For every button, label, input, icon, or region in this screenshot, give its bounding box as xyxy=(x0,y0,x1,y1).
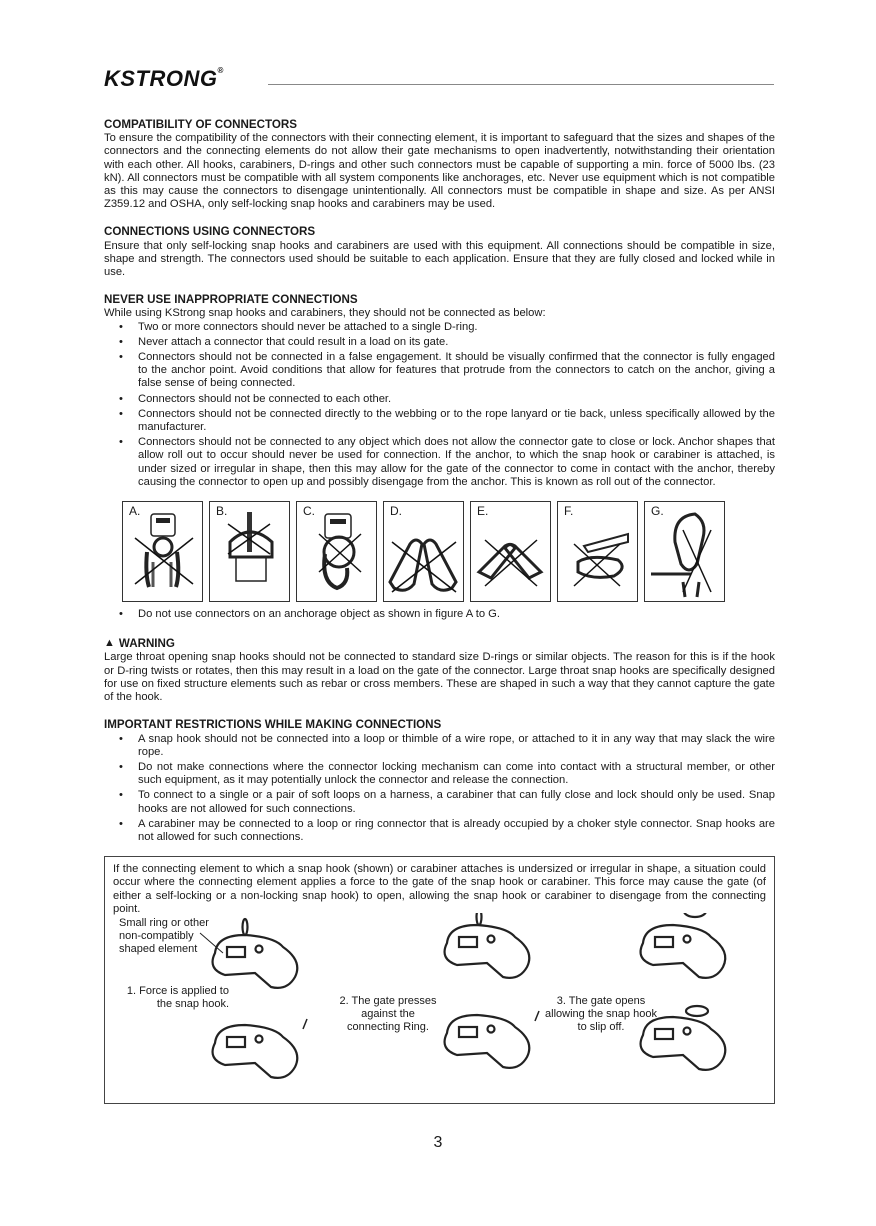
list-item: • Connectors should not be connected in a false engagement. It should be visually confirmed that the connector is fully engaged to the anchor point. Avoid conditions that allow for features that protrude from the connectors to catch on the anchor, giving a false sense of being connected. xyxy=(104,351,775,391)
list-item: • Connectors should not be connected directly to the webbing or to the rope lanyard or tie back, unless specifically allowed by the manufacturer. xyxy=(104,408,775,434)
figure-f: F. xyxy=(557,501,638,602)
figure-c-drawing xyxy=(297,502,376,601)
warning-label: WARNING xyxy=(118,637,175,651)
list-item: • Do not make connections where the connector locking mechanism can come into contact with a structural member, or other such equipment, as it may potentially unlock the connector and release the connection. xyxy=(104,761,775,787)
figure-b-drawing xyxy=(210,502,289,601)
figure-a-drawing xyxy=(123,502,202,601)
figure-note-list xyxy=(104,608,775,621)
warning-body: Large throat opening snap hooks should not be connected to standard size D-rings or similar objects. The reason for this is if the hook or D-ring twists or rotates, then this may result in a load on the gate of the connector. Large throat snap hooks are specifically designed for use on fixed structure elements such as rebar or cross members. These are shaped in such a way that they cannot capture the gate of the hook. xyxy=(104,651,775,704)
list-item: • To connect to a single or a pair of soft loops on a harness, a carabiner that can fully close and lock should only be used. Snap hooks are not allowed for such connections. xyxy=(104,789,775,815)
list-item: • Two or more connectors should never be attached to a single D-ring. xyxy=(104,321,775,334)
restrictions-title: IMPORTANT RESTRICTIONS WHILE MAKING CONNECTIONS xyxy=(104,718,442,732)
figure-g: G. xyxy=(644,501,725,602)
rollout-body: If the connecting element to which a snap hook (shown) or carabiner attaches is undersized or irregular in shape, a situation could occur where the connecting element applies a force to the gate of the snap hook or carabiner. This force may cause the gate (of either a self-locking or a non-locking snap hook) to open, allowing the snap hook or carabiner to disengage from the connecting point. xyxy=(113,863,766,915)
never-list xyxy=(104,321,775,489)
figure-e: E. xyxy=(470,501,551,602)
figure-g-drawing xyxy=(645,502,724,601)
figure-row xyxy=(122,501,775,602)
figure-f-drawing xyxy=(558,502,637,601)
using-body: Ensure that only self-locking snap hooks and carabiners are used with this equipment. All connections should be compatible in size, shape and strength. The connectors used should be suitable to each application. Ensure that they are fully closed and locked while in use. xyxy=(104,239,775,279)
caption-step-2: 2. The gate presses against the connecting Ring. xyxy=(339,995,437,1034)
restrictions-list xyxy=(104,733,775,845)
list-item: • A snap hook should not be connected into a loop or thimble of a wire rope, or attached to it in any way that may slack the wire rope. xyxy=(104,733,775,759)
figure-note: • Do not use connectors on an anchorage object as shown in figure A to G. xyxy=(104,608,775,621)
hook-3a xyxy=(641,913,726,978)
figure-c: C. xyxy=(296,501,377,602)
rollout-illustration xyxy=(105,913,774,1093)
page-number: 3 xyxy=(433,1134,443,1151)
page-content xyxy=(104,118,775,1104)
hook-2a xyxy=(445,913,530,978)
compat-body: To ensure the compatibility of the connectors with their connecting element, it is important to safeguard that the sizes and shapes of the connectors and the connecting elements do not allow their gate mechanisms to open inadvertently, notwithstanding their orientation with each other. All hooks, carabiners, D-rings and other such connectors must be capable of supporting a min. force of 5000 lbs. (23 kN). All connectors must be compatible with all system components like anchorages, etc. Never use equipment which is not compatible as this may cause the connectors to disengage unintentionally. All connectors must be compatible in shape and size. As per ANSI Z359.12 and OSHA, only self-locking snap hooks and carabiners may be used. xyxy=(104,132,775,211)
caption-step-1: 1. Force is applied to the snap hook. xyxy=(126,985,229,1011)
hook-2b xyxy=(445,1011,539,1068)
using-title: CONNECTIONS USING CONNECTORS xyxy=(104,225,316,239)
figure-d: D. xyxy=(383,501,464,602)
list-item: • A carabiner may be connected to a loop or ring connector that is already occupied by a choker style connector. Snap hooks are not allowed for such connections. xyxy=(104,818,775,844)
brand-logo: KSTRONG® xyxy=(104,66,224,91)
figure-a: A. xyxy=(122,501,203,602)
figure-d-drawing xyxy=(384,502,463,601)
never-intro: While using KStrong snap hooks and carabiners, they should not be connected as below: xyxy=(104,307,546,320)
figure-e-drawing xyxy=(471,502,550,601)
header-rule xyxy=(268,84,774,85)
never-title: NEVER USE INAPPROPRIATE CONNECTIONS xyxy=(104,293,358,307)
list-item: • Connectors should not be connected to any object which does not allow the connector gate to close or lock. Anchor shapes that allow roll out to occur should never be used for connection. If the anchor, to which the snap hook or carabiner is attached, is under sized or irregular in shape, then this may allow for the gate of the connector to come in contact with the anchor, thereby causing the connector to open up and possibly disengage from the anchor. This is known as roll out of the connector. xyxy=(104,436,775,489)
list-item: • Connectors should not be connected to each other. xyxy=(104,393,775,406)
warning-title xyxy=(104,637,775,650)
caption-step-3: 3. The gate opens allowing the snap hook to slip off. xyxy=(545,995,657,1034)
list-item: • Never attach a connector that could result in a load on its gate. xyxy=(104,336,775,349)
rollout-box xyxy=(104,856,775,1104)
compat-title: COMPATIBILITY OF CONNECTORS xyxy=(104,118,298,131)
warning-icon: ▲ xyxy=(104,637,115,650)
hook-1b xyxy=(213,1019,307,1078)
figure-b: B. xyxy=(209,501,290,602)
label-small-ring: Small ring or other non-compatibly shaped element xyxy=(119,917,209,956)
